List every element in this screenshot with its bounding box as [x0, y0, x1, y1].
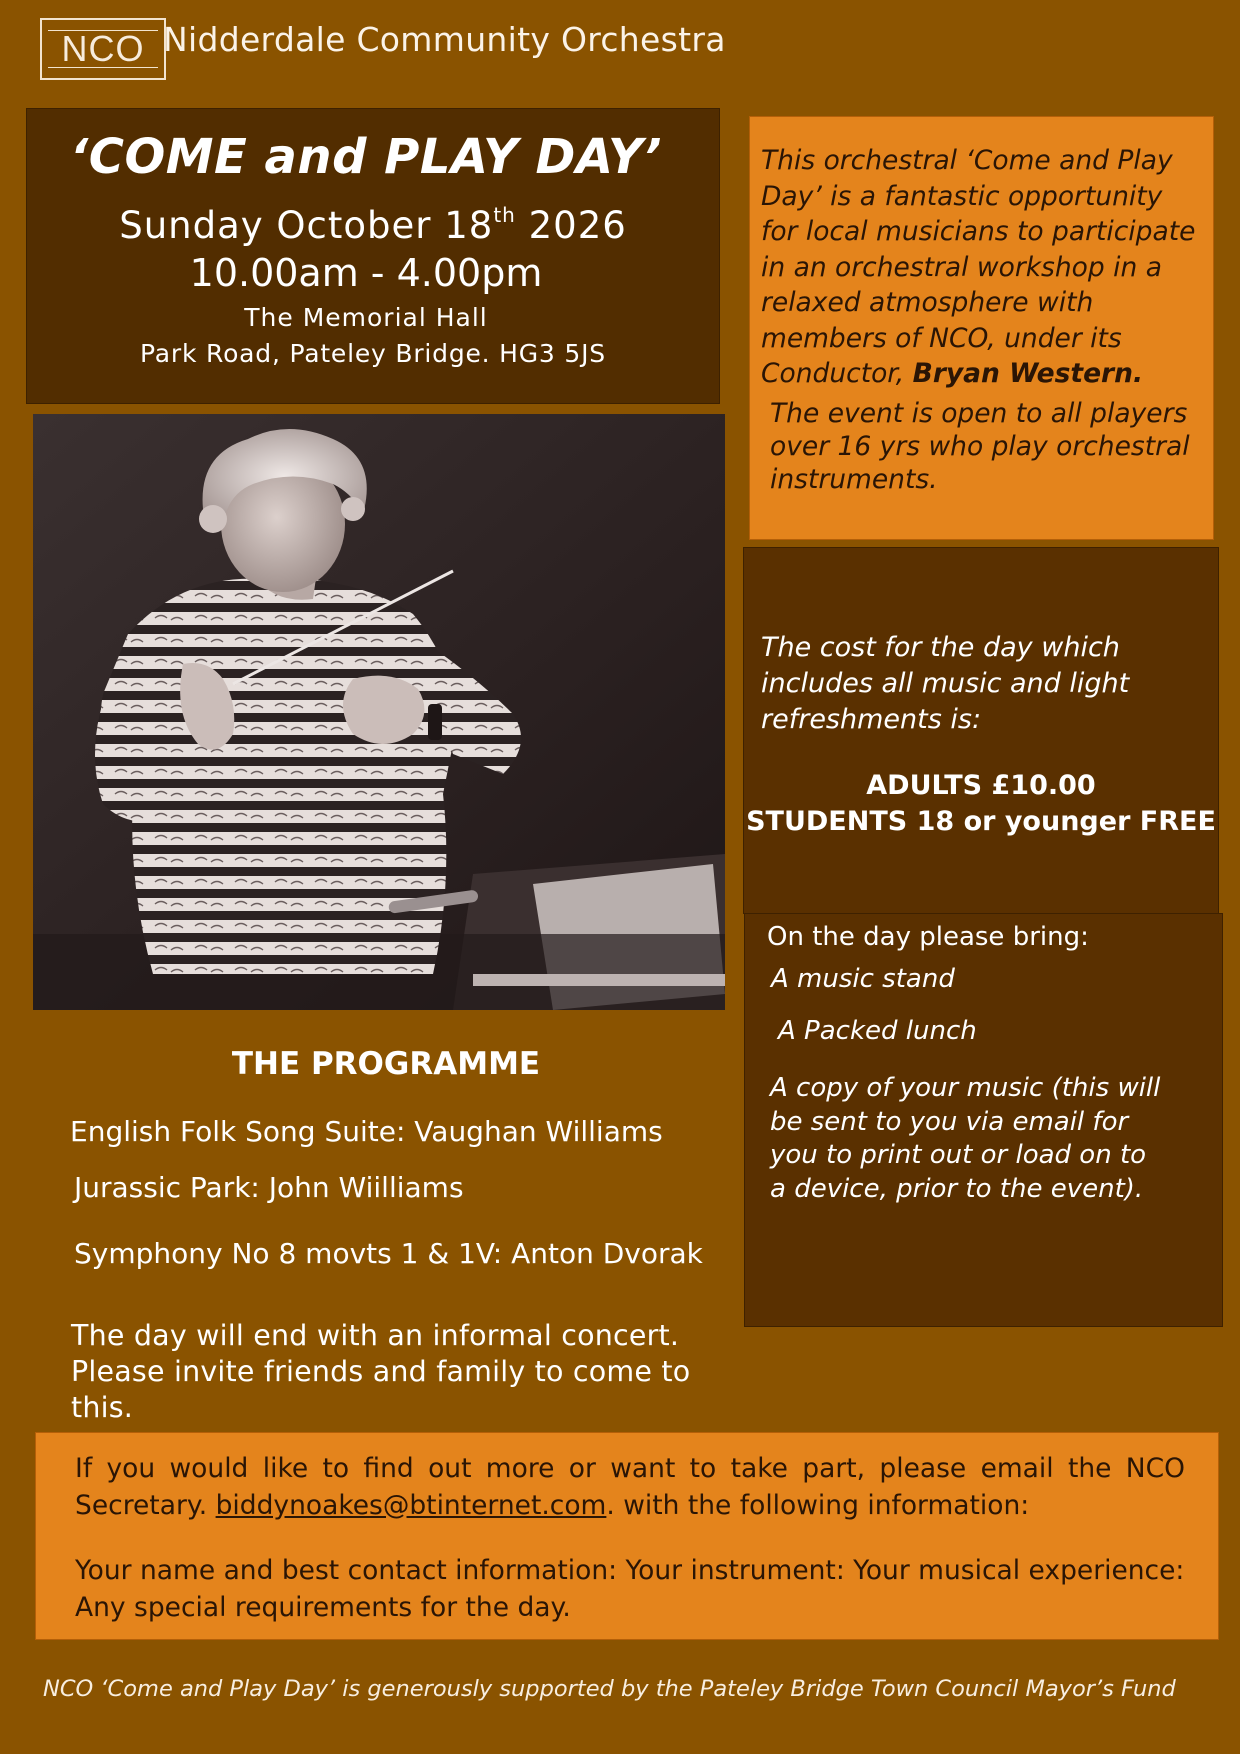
- event-date-year: 2026: [528, 204, 627, 247]
- contact-text: [75, 1451, 1185, 1524]
- programme-item: Jurassic Park: John Wiilliams: [74, 1171, 464, 1204]
- cost-description: The cost for the day which includes all music and light refreshments is:: [761, 632, 1130, 735]
- bring-heading: On the day please bring:: [767, 922, 1089, 952]
- conductor-photo: [33, 414, 725, 1010]
- event-title: ‘COME and PLAY DAY’: [69, 129, 662, 185]
- bring-item: A copy of your music (this will be sent to you via email for you to print out or load on to a device, prior to the event).: [770, 1073, 1161, 1204]
- event-address: Park Road, Pateley Bridge. HG3 5JS: [140, 339, 606, 368]
- logo-text: NCO: [61, 28, 145, 69]
- eligibility-text: The event is open to all players over 16 yrs who play orchestral instruments.: [770, 398, 1190, 495]
- event-date-ordinal: th: [493, 203, 516, 227]
- intro-box: [749, 116, 1214, 540]
- contact-intro-end: . with the following information:: [606, 1489, 1030, 1521]
- bring-item: A Packed lunch: [778, 1016, 977, 1046]
- intro-description: This orchestral ‘Come and Play Day’ is a fantastic opportunity for local musicians to participate in an orchestral workshop in a relaxed atmosphere with members of NCO, under its Conductor,: [761, 145, 1196, 389]
- org-name: Nidderdale Community Orchestra: [163, 20, 726, 59]
- event-time: 10.00am - 4.00pm: [189, 251, 543, 295]
- contact-intro: If you would like to find out more or want to take part, please email the NCO Secretary.: [75, 1453, 1185, 1521]
- nco-logo: [40, 18, 166, 80]
- adult-price: ADULTS £10.00: [866, 770, 1096, 801]
- bring-item: A music stand: [771, 964, 955, 994]
- programme-item: English Folk Song Suite: Vaughan Williams: [70, 1115, 663, 1148]
- cost-box: [743, 547, 1219, 914]
- intro-text: [761, 143, 1201, 392]
- conductor-name: Bryan Western.: [912, 358, 1144, 389]
- contact-box: [35, 1432, 1219, 1640]
- event-venue: The Memorial Hall: [244, 303, 488, 332]
- programme-item: Symphony No 8 movts 1 & 1V: Anton Dvorak: [74, 1237, 703, 1270]
- contact-details: Your name and best contact information: Your instrument: Your musical experience: Any special requirements for the day.: [75, 1555, 1185, 1623]
- closing-concert-text: The day will end with an informal concert. Please invite friends and family to come to this.: [71, 1319, 691, 1424]
- secretary-email-link[interactable]: biddynoakes@btinternet.com: [215, 1489, 607, 1521]
- event-date-day: Sunday October 18: [119, 204, 494, 247]
- sponsor-footer: NCO ‘Come and Play Day’ is generously supported by the Pateley Bridge Town Council Mayor’s Fund: [43, 1676, 1176, 1702]
- student-price: STUDENTS 18 or younger FREE: [746, 806, 1216, 837]
- event-title-box: [26, 108, 720, 404]
- event-date: [27, 203, 719, 247]
- bring-box: [744, 913, 1223, 1327]
- programme-heading: THE PROGRAMME: [231, 1046, 541, 1082]
